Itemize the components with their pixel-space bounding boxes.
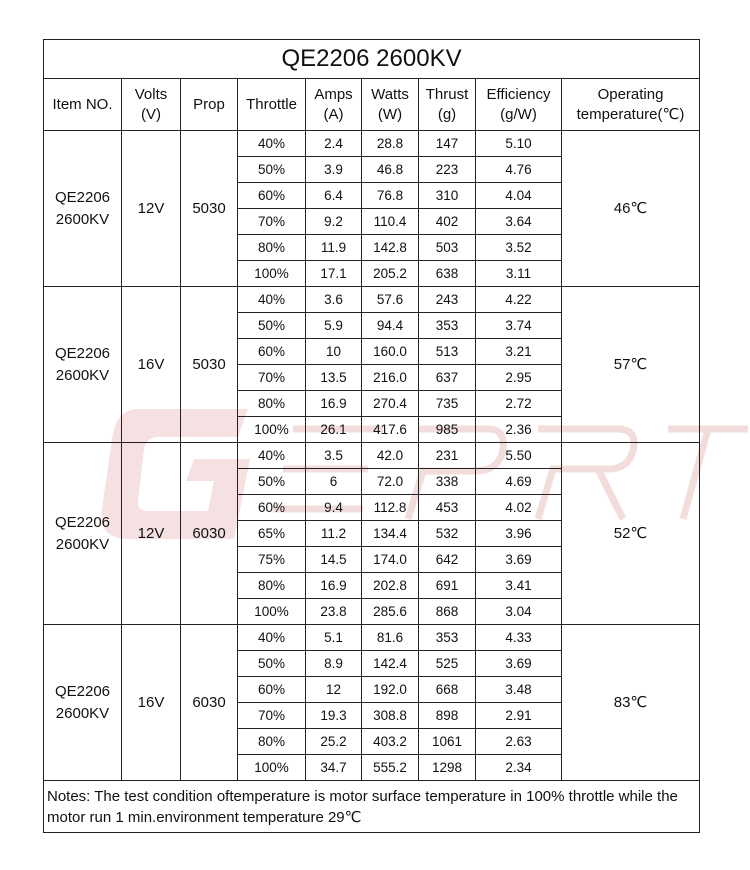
- thrust-cell: 898: [419, 703, 476, 729]
- thrust-cell: 147: [419, 131, 476, 157]
- header-temperature: Operating temperature(℃): [562, 79, 700, 131]
- efficiency-cell: 3.96: [476, 521, 562, 547]
- throttle-cell: 70%: [238, 365, 306, 391]
- watts-cell: 160.0: [362, 339, 419, 365]
- prop-cell: 6030: [181, 443, 238, 625]
- throttle-cell: 65%: [238, 521, 306, 547]
- amps-cell: 10: [306, 339, 362, 365]
- efficiency-cell: 3.04: [476, 599, 562, 625]
- thrust-cell: 1298: [419, 755, 476, 781]
- header-watts: Watts (W): [362, 79, 419, 131]
- efficiency-cell: 3.41: [476, 573, 562, 599]
- thrust-cell: 353: [419, 625, 476, 651]
- table-row: [44, 443, 700, 469]
- efficiency-cell: 3.48: [476, 677, 562, 703]
- item-number: QE2206 2600KV: [44, 131, 122, 287]
- watts-cell: 76.8: [362, 183, 419, 209]
- throttle-cell: 80%: [238, 573, 306, 599]
- efficiency-cell: 4.33: [476, 625, 562, 651]
- efficiency-cell: 4.22: [476, 287, 562, 313]
- prop-cell: 6030: [181, 625, 238, 781]
- throttle-cell: 100%: [238, 599, 306, 625]
- watts-cell: 110.4: [362, 209, 419, 235]
- amps-cell: 11.2: [306, 521, 362, 547]
- efficiency-cell: 2.95: [476, 365, 562, 391]
- thrust-cell: 453: [419, 495, 476, 521]
- efficiency-cell: 4.76: [476, 157, 562, 183]
- amps-cell: 12: [306, 677, 362, 703]
- watts-cell: 308.8: [362, 703, 419, 729]
- efficiency-cell: 2.34: [476, 755, 562, 781]
- watts-cell: 142.8: [362, 235, 419, 261]
- header-efficiency: Efficiency (g/W): [476, 79, 562, 131]
- volts-cell: 16V: [122, 625, 181, 781]
- efficiency-cell: 5.10: [476, 131, 562, 157]
- throttle-cell: 70%: [238, 209, 306, 235]
- amps-cell: 14.5: [306, 547, 362, 573]
- amps-cell: 11.9: [306, 235, 362, 261]
- thrust-cell: 310: [419, 183, 476, 209]
- watts-cell: 142.4: [362, 651, 419, 677]
- thrust-cell: 868: [419, 599, 476, 625]
- temperature-cell: 57℃: [562, 287, 700, 443]
- efficiency-cell: 4.69: [476, 469, 562, 495]
- efficiency-cell: 4.02: [476, 495, 562, 521]
- header-prop: Prop: [181, 79, 238, 131]
- throttle-cell: 60%: [238, 677, 306, 703]
- throttle-cell: 60%: [238, 183, 306, 209]
- thrust-cell: 532: [419, 521, 476, 547]
- amps-cell: 9.2: [306, 209, 362, 235]
- watts-cell: 42.0: [362, 443, 419, 469]
- watts-cell: 72.0: [362, 469, 419, 495]
- watts-cell: 112.8: [362, 495, 419, 521]
- efficiency-cell: 3.11: [476, 261, 562, 287]
- amps-cell: 16.9: [306, 391, 362, 417]
- throttle-cell: 100%: [238, 261, 306, 287]
- watts-cell: 205.2: [362, 261, 419, 287]
- efficiency-cell: 2.63: [476, 729, 562, 755]
- amps-cell: 2.4: [306, 131, 362, 157]
- throttle-cell: 40%: [238, 625, 306, 651]
- table-title: QE2206 2600KV: [44, 40, 700, 79]
- watts-cell: 81.6: [362, 625, 419, 651]
- volts-cell: 12V: [122, 443, 181, 625]
- volts-cell: 12V: [122, 131, 181, 287]
- amps-cell: 3.5: [306, 443, 362, 469]
- throttle-cell: 60%: [238, 495, 306, 521]
- header-item: Item NO.: [44, 79, 122, 131]
- header-volts: Volts (V): [122, 79, 181, 131]
- prop-cell: 5030: [181, 287, 238, 443]
- amps-cell: 23.8: [306, 599, 362, 625]
- throttle-cell: 80%: [238, 235, 306, 261]
- amps-cell: 6: [306, 469, 362, 495]
- efficiency-cell: 5.50: [476, 443, 562, 469]
- thrust-cell: 402: [419, 209, 476, 235]
- amps-cell: 19.3: [306, 703, 362, 729]
- watts-cell: 174.0: [362, 547, 419, 573]
- thrust-cell: 642: [419, 547, 476, 573]
- thrust-cell: 223: [419, 157, 476, 183]
- watts-cell: 285.6: [362, 599, 419, 625]
- temperature-cell: 46℃: [562, 131, 700, 287]
- table-row: [44, 131, 700, 157]
- efficiency-cell: 3.74: [476, 313, 562, 339]
- amps-cell: 16.9: [306, 573, 362, 599]
- watts-cell: 417.6: [362, 417, 419, 443]
- header-throttle: Throttle: [238, 79, 306, 131]
- prop-cell: 5030: [181, 131, 238, 287]
- throttle-cell: 40%: [238, 443, 306, 469]
- efficiency-cell: 3.64: [476, 209, 562, 235]
- amps-cell: 13.5: [306, 365, 362, 391]
- watts-cell: 270.4: [362, 391, 419, 417]
- throttle-cell: 40%: [238, 287, 306, 313]
- spec-table: [43, 39, 700, 833]
- table-body: [44, 131, 700, 781]
- efficiency-cell: 2.91: [476, 703, 562, 729]
- throttle-cell: 80%: [238, 391, 306, 417]
- item-number: QE2206 2600KV: [44, 625, 122, 781]
- thrust-cell: 353: [419, 313, 476, 339]
- thrust-cell: 691: [419, 573, 476, 599]
- temperature-cell: 52℃: [562, 443, 700, 625]
- throttle-cell: 40%: [238, 131, 306, 157]
- thrust-cell: 637: [419, 365, 476, 391]
- efficiency-cell: 4.04: [476, 183, 562, 209]
- thrust-cell: 243: [419, 287, 476, 313]
- amps-cell: 26.1: [306, 417, 362, 443]
- thrust-cell: 513: [419, 339, 476, 365]
- item-number: QE2206 2600KV: [44, 287, 122, 443]
- throttle-cell: 60%: [238, 339, 306, 365]
- watts-cell: 192.0: [362, 677, 419, 703]
- temperature-cell: 83℃: [562, 625, 700, 781]
- throttle-cell: 80%: [238, 729, 306, 755]
- thrust-cell: 338: [419, 469, 476, 495]
- throttle-cell: 100%: [238, 755, 306, 781]
- thrust-cell: 668: [419, 677, 476, 703]
- item-number: QE2206 2600KV: [44, 443, 122, 625]
- efficiency-cell: 2.36: [476, 417, 562, 443]
- thrust-cell: 985: [419, 417, 476, 443]
- header-amps: Amps (A): [306, 79, 362, 131]
- amps-cell: 8.9: [306, 651, 362, 677]
- amps-cell: 3.6: [306, 287, 362, 313]
- amps-cell: 6.4: [306, 183, 362, 209]
- amps-cell: 5.9: [306, 313, 362, 339]
- efficiency-cell: 3.69: [476, 547, 562, 573]
- notes: Notes: The test condition oftemperature is motor surface temperature in 100% throttle while the motor run 1 min.environment temperature 29℃: [44, 781, 700, 833]
- watts-cell: 57.6: [362, 287, 419, 313]
- watts-cell: 555.2: [362, 755, 419, 781]
- throttle-cell: 50%: [238, 651, 306, 677]
- watts-cell: 202.8: [362, 573, 419, 599]
- throttle-cell: 70%: [238, 703, 306, 729]
- amps-cell: 34.7: [306, 755, 362, 781]
- efficiency-cell: 3.52: [476, 235, 562, 261]
- amps-cell: 5.1: [306, 625, 362, 651]
- header-thrust: Thrust (g): [419, 79, 476, 131]
- throttle-cell: 100%: [238, 417, 306, 443]
- throttle-cell: 50%: [238, 157, 306, 183]
- watts-cell: 216.0: [362, 365, 419, 391]
- watts-cell: 46.8: [362, 157, 419, 183]
- thrust-cell: 525: [419, 651, 476, 677]
- table-row: [44, 625, 700, 651]
- thrust-cell: 231: [419, 443, 476, 469]
- amps-cell: 3.9: [306, 157, 362, 183]
- amps-cell: 25.2: [306, 729, 362, 755]
- table-row: [44, 287, 700, 313]
- watts-cell: 403.2: [362, 729, 419, 755]
- throttle-cell: 50%: [238, 469, 306, 495]
- thrust-cell: 503: [419, 235, 476, 261]
- amps-cell: 9.4: [306, 495, 362, 521]
- efficiency-cell: 3.69: [476, 651, 562, 677]
- thrust-cell: 735: [419, 391, 476, 417]
- efficiency-cell: 2.72: [476, 391, 562, 417]
- thrust-cell: 638: [419, 261, 476, 287]
- thrust-cell: 1061: [419, 729, 476, 755]
- throttle-cell: 75%: [238, 547, 306, 573]
- watts-cell: 94.4: [362, 313, 419, 339]
- volts-cell: 16V: [122, 287, 181, 443]
- efficiency-cell: 3.21: [476, 339, 562, 365]
- watts-cell: 134.4: [362, 521, 419, 547]
- spec-sheet: [43, 39, 699, 831]
- watts-cell: 28.8: [362, 131, 419, 157]
- throttle-cell: 50%: [238, 313, 306, 339]
- amps-cell: 17.1: [306, 261, 362, 287]
